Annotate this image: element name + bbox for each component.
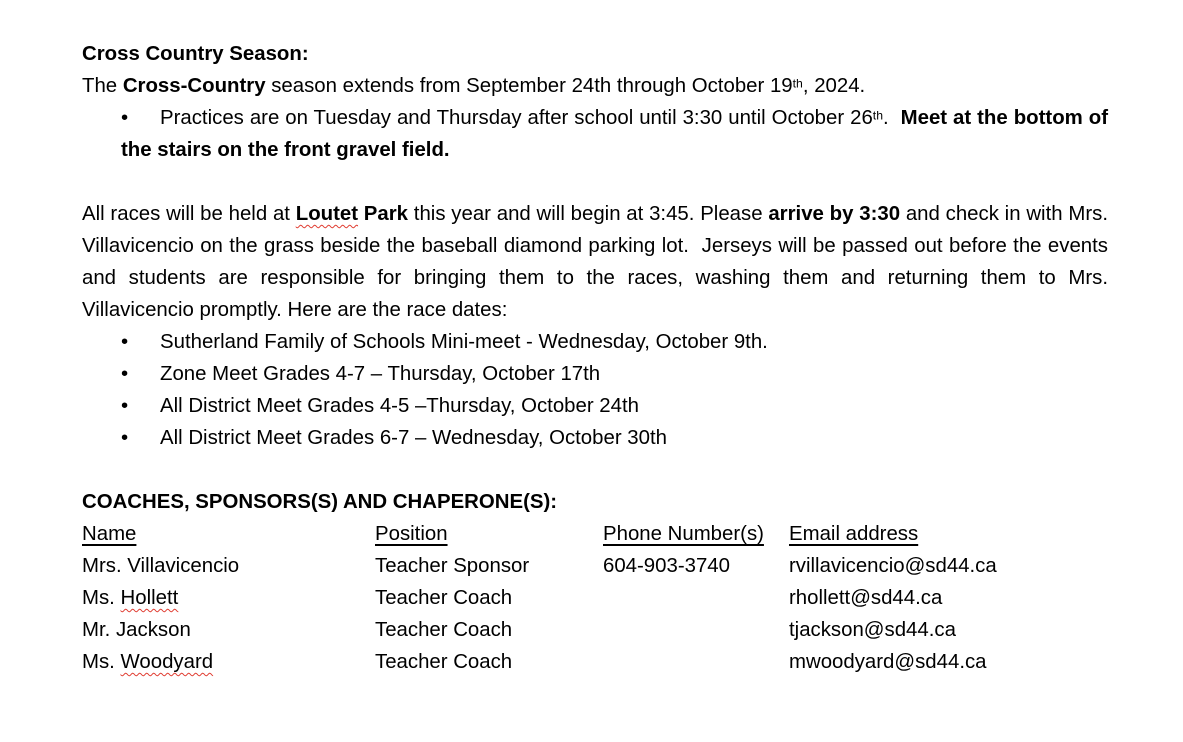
- coach-name-cell: Ms. Woodyard: [82, 651, 214, 673]
- heading-coaches-sponsors: COACHES, SPONSORS(S) AND CHAPERONE(S):: [82, 491, 558, 513]
- coach-name-cell: Ms. Hollett: [82, 587, 179, 609]
- coach-email-cell: tjackson@sd44.ca: [789, 619, 956, 641]
- race-date-text: All District Meet Grades 6-7 – Wednesday, October 30th: [160, 427, 667, 449]
- coach-phone-cell: [603, 646, 789, 678]
- coach-position-cell: Teacher Coach: [375, 619, 513, 641]
- bold-run-loutet-misspelling: Loutet: [295, 203, 359, 225]
- text-run: this year and will begin at 3:45. Please: [408, 203, 769, 225]
- coach-phone-cell: [603, 582, 789, 614]
- bullet-icon: •: [121, 331, 129, 353]
- coach-email-cell: rhollett@sd44.ca: [789, 587, 943, 609]
- coach-position-cell: Teacher Sponsor: [375, 555, 530, 577]
- bullet-icon: •: [121, 363, 129, 385]
- bullet-icon: •: [121, 427, 129, 449]
- coach-email-cell: mwoodyard@sd44.ca: [789, 651, 987, 673]
- blank-line: [82, 166, 1108, 198]
- bold-run-park: Park: [358, 203, 409, 225]
- practices-bullet-item: [121, 102, 1114, 166]
- race-date-text: All District Meet Grades 4-5 –Thursday, October 24th: [160, 395, 639, 417]
- bold-run-arrive-by: arrive by 3:30: [768, 203, 901, 225]
- column-header-name: Name: [82, 523, 137, 545]
- bullet-icon: •: [121, 107, 129, 129]
- coach-position-cell: Teacher Coach: [375, 651, 513, 673]
- coach-phone-cell: 604-903-3740: [603, 555, 730, 577]
- bullet-icon: •: [121, 395, 129, 417]
- coach-email-cell: rvillavicencio@sd44.ca: [789, 555, 997, 577]
- superscript-th: th: [792, 76, 803, 91]
- blank-line: [82, 454, 1108, 486]
- race-date-item: [121, 358, 1108, 390]
- coach-name-cell: Mrs. Villavicencio: [82, 555, 240, 577]
- intro-paragraph: [82, 70, 1108, 102]
- bold-run-meet-at: Meet at the bottom of the stairs on the front gravel field.: [121, 107, 1114, 161]
- column-header-phone: Phone Number(s): [603, 523, 764, 545]
- coaches-table: [82, 518, 1108, 678]
- text-run: , 2024.: [802, 75, 866, 97]
- coach-position-cell: Teacher Coach: [375, 587, 513, 609]
- text-run: and check in with Mrs. Villavicencio on the grass beside the baseball diamond parking lot. Jerseys will be passed out before the events and students are responsible for bringing them to the races, washing them and returning them to Mrs. Villavicencio promptly. Here are the race dates:: [82, 203, 1114, 321]
- coach-phone-cell: [603, 614, 789, 646]
- text-run: All races will be held at: [82, 203, 296, 225]
- text-run: season extends from September 24th through October 19: [265, 75, 793, 97]
- text-run: .: [883, 107, 901, 129]
- text-run: The: [82, 75, 123, 97]
- race-date-item: [121, 422, 1108, 454]
- race-date-text: Zone Meet Grades 4-7 – Thursday, October 17th: [160, 363, 601, 385]
- race-date-text: Sutherland Family of Schools Mini-meet - Wednesday, October 9th.: [160, 331, 768, 353]
- column-header-position: Position: [375, 523, 448, 545]
- races-paragraph: [82, 198, 1114, 326]
- column-header-email: Email address: [789, 523, 919, 545]
- race-date-item: [121, 390, 1108, 422]
- heading-cross-country-season: Cross Country Season:: [82, 43, 309, 65]
- bold-run-cross-country: Cross-Country: [122, 75, 266, 97]
- text-run: Practices are on Tuesday and Thursday after school until 3:30 until October 26: [160, 107, 873, 129]
- coach-name-cell: Mr. Jackson: [82, 619, 191, 641]
- superscript-th: th: [872, 108, 884, 123]
- race-date-item: [121, 326, 1108, 358]
